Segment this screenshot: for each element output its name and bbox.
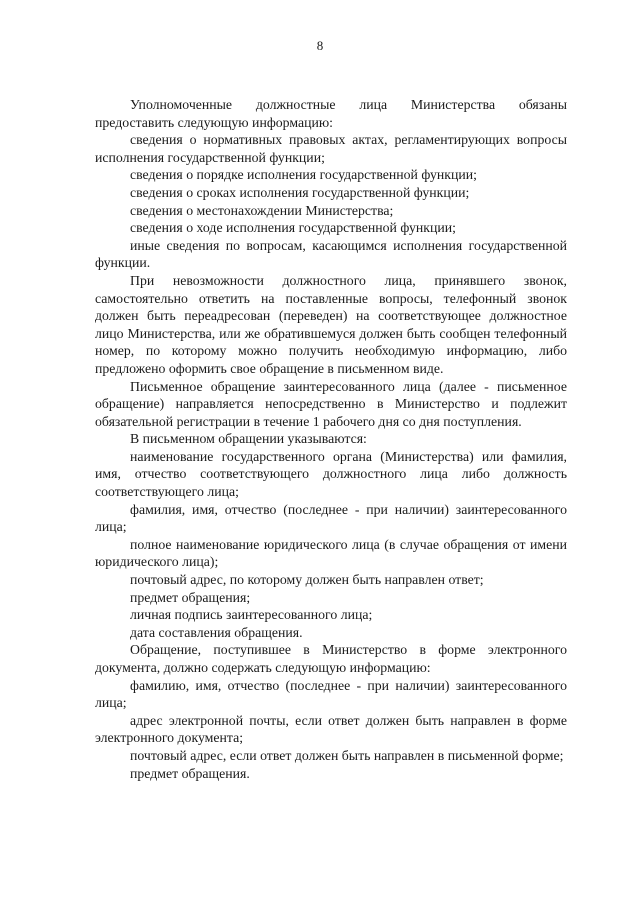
paragraph-18: Обращение, поступившее в Министерство в форме электронного документа, должно содержать следующую информацию: bbox=[95, 642, 567, 675]
paragraph-14: почтовый адрес, по которому должен быть направлен ответ; bbox=[130, 572, 484, 588]
paragraph-15: предмет обращения; bbox=[130, 589, 251, 605]
paragraph-19: фамилию, имя, отчество (последнее - при наличии) заинтересованного лица; bbox=[95, 677, 567, 711]
paragraph-16: личная подпись заинтересованного лица; bbox=[130, 607, 373, 623]
paragraph-9: Письменное обращение заинтересованного лица (далее - письменное обращение) направляется непосредственно в Министерство и подлежит обязательной регистрации в течение 1 рабочего дня со дня поступления. bbox=[95, 378, 567, 429]
paragraph-21: почтовый адрес, если ответ должен быть направлен в письменной форме; bbox=[130, 747, 564, 763]
paragraph-17: дата составления обращения. bbox=[130, 624, 303, 640]
paragraph-8: При невозможности должностного лица, принявшего звонок, самостоятельно ответить на поставленные вопросы, телефонный звонок должен быть переадресован (переведен) на соответствующее должностное лицо Министерства, или же обратившемуся должен быть сообщен телефонный номер, по которому можно получить необходимую информацию, либо предложено оформить свое обращение в письменном виде. bbox=[95, 272, 567, 376]
paragraph-11: наименование государственного органа (Министерства) или фамилия, имя, отчество соответствующего должностного лица либо должность соответствующего лица; bbox=[95, 448, 567, 500]
paragraph-4: сведения о сроках исполнения государственной функции; bbox=[130, 184, 470, 200]
paragraph-12: фамилия, имя, отчество (последнее - при наличии) заинтересованного лица; bbox=[95, 501, 567, 535]
paragraph-13: полное наименование юридического лица (в случае обращения от имени юридического лица); bbox=[95, 536, 567, 570]
paragraph-7: иные сведения по вопросам, касающимся исполнения государственной функции. bbox=[95, 237, 567, 271]
page-number: 8 bbox=[316, 38, 324, 53]
paragraph-22: предмет обращения. bbox=[130, 765, 250, 781]
paragraph-1: Уполномоченные должностные лица Министерства обязаны предоставить следующую информацию: bbox=[95, 97, 567, 130]
paragraph-20: адрес электронной почты, если ответ должен быть направлен в форме электронного документа; bbox=[95, 712, 567, 746]
paragraph-10: В письменном обращении указываются: bbox=[130, 431, 367, 447]
paragraph-2: сведения о нормативных правовых актах, регламентирующих вопросы исполнения государственной функции; bbox=[95, 132, 567, 165]
paragraph-6: сведения о ходе исполнения государственной функции; bbox=[130, 220, 456, 236]
paragraph-5: сведения о местонахождении Министерства; bbox=[130, 202, 394, 218]
paragraph-3: сведения о порядке исполнения государственной функции; bbox=[130, 167, 477, 183]
document-body bbox=[95, 96, 567, 782]
